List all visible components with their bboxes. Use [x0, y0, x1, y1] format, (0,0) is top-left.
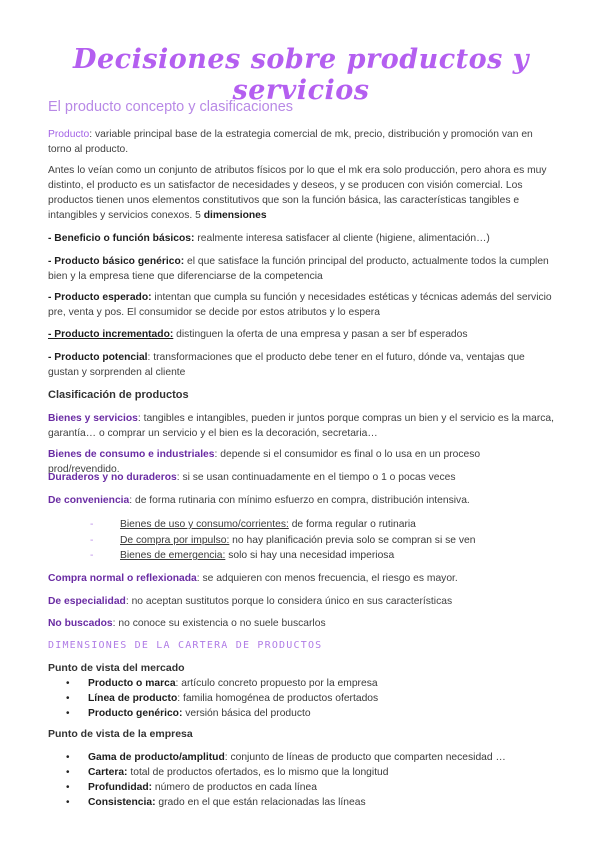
dimension-basico [48, 254, 554, 284]
clasif-term: De conveniencia [48, 495, 130, 506]
dimension-text: intentan que cumpla su función y necesidades estéticas y técnicas además del servicio pre, venta y pos. El consumidor se decide por estos atributos y lo espera [48, 292, 552, 318]
bullet-marker: • [66, 708, 70, 719]
clasif-term: Duraderos y no duraderos [48, 472, 177, 483]
list-item [66, 691, 552, 706]
list-item [66, 676, 552, 691]
clasif-bienes-servicios [48, 411, 554, 441]
clasificacion-heading: Clasificación de productos [48, 389, 189, 401]
dash-marker: - [90, 519, 94, 530]
bullet-marker: • [66, 678, 70, 689]
clasif-text: : no conoce su existencia o no suele buscarlos [112, 618, 326, 629]
dash-marker: - [90, 534, 94, 546]
conveniencia-sublist [90, 517, 550, 564]
dimension-beneficio [48, 231, 554, 246]
list-item [90, 517, 550, 533]
item-term: Profundidad: [88, 782, 153, 793]
page-title: Decisiones sobre productos y servicios [73, 44, 529, 106]
dimension-esperado [48, 290, 554, 320]
clasif-term: Bienes de consumo e industriales [48, 449, 215, 460]
clasif-term: Bienes y servicios [48, 413, 138, 424]
bullet-marker: • [66, 693, 70, 704]
dimension-term: - Producto incrementado: [48, 329, 174, 340]
term-dimensiones: dimensiones [203, 210, 267, 221]
item-term: Cartera: [88, 767, 128, 778]
list-item [66, 780, 552, 795]
clasif-text: : de forma rutinaria con mínimo esfuerzo en compra, distribución intensiva. [129, 495, 470, 506]
dimension-term: - Beneficio o función básicos: [48, 233, 195, 244]
sub-text: de forma regular o rutinaria [288, 519, 416, 530]
list-item [66, 795, 552, 810]
empresa-heading: Punto de vista de la empresa [48, 728, 193, 740]
dimension-potencial [48, 350, 554, 380]
list-item [66, 750, 552, 765]
bullet-marker: • [66, 752, 70, 763]
item-text: versión básica del producto [182, 708, 311, 719]
dimension-text: : transformaciones que el producto debe tener en el futuro, dónde va, ventajas que gustan y sorprenden al cliente [48, 352, 525, 378]
item-text: : artículo concreto propuesto por la empresa [175, 678, 378, 689]
item-text: : conjunto de líneas de producto que comparten necesidad … [224, 752, 506, 763]
bullet-marker: • [66, 782, 70, 793]
mercado-list [66, 676, 552, 721]
section-subtitle: El producto concepto y clasificaciones [48, 99, 294, 115]
term-producto: Producto [48, 129, 90, 140]
item-text: : familia homogénea de productos ofertados [177, 693, 379, 704]
item-term: Gama de producto/amplitud [88, 752, 225, 763]
dimension-term: - Producto potencial [48, 352, 148, 363]
paragraph-antes [48, 163, 554, 223]
clasif-text: : se adquieren con menos frecuencia, el riesgo es mayor. [196, 573, 458, 584]
clasif-term: Compra normal o reflexionada [48, 573, 197, 584]
item-text: grado en el que están relacionadas las líneas [155, 797, 366, 808]
clasif-compra-normal [48, 571, 554, 586]
paragraph-text: : variable principal base de la estrategia comercial de mk, precio, distribución y promoción van en torno al producto. [48, 129, 533, 155]
item-term: Producto o marca [88, 678, 176, 689]
clasif-duraderos [48, 470, 554, 485]
paragraph-producto [48, 127, 554, 157]
clasif-term: No buscados [48, 618, 113, 629]
dimension-text: realmente interesa satisfacer al cliente (higiene, alimentación…) [194, 233, 490, 244]
cartera-heading: DIMENSIONES DE LA CARTERA DE PRODUCTOS [48, 640, 323, 651]
item-term: Consistencia: [88, 797, 156, 808]
item-text: número de productos en cada línea [152, 782, 317, 793]
clasif-text: : tangibles e intangibles, pueden ir juntos porque compras un bien y el servicio es la marca, garantía… o comprar un servicio y el bien es la decoración, secretaria… [48, 413, 554, 439]
item-term: Línea de producto [88, 693, 178, 704]
list-item [66, 706, 552, 721]
dimension-text: el que satisface la función principal del producto, actualmente todos la cumplen bien y la empresa tiene que diferenciarse de la competencia [48, 256, 549, 282]
clasif-text: : no aceptan sustitutos porque lo considera único en sus características [125, 596, 453, 607]
paragraph-text: Antes lo veían como un conjunto de atributos físicos por lo que el mk era solo producción, pero ahora es muy distinto, el producto es un satisfactor de necesidades y deseos, y se producen con visión comercial. Los productos tienen unos elementos constitutivos que son la función básica, las características tangibles e intangibles y servicios conexos. 5 [48, 165, 547, 221]
mercado-heading: Punto de vista del mercado [48, 662, 185, 674]
clasif-especialidad [48, 594, 554, 609]
clasif-text: : si se usan continuadamente en el tiempo o 1 o pocas veces [176, 472, 456, 483]
list-item [66, 765, 552, 780]
clasif-text: : depende si el consumidor es final o lo usa en un proceso prod/revendido. [48, 449, 481, 475]
empresa-list [66, 750, 552, 810]
sub-text: solo si hay una necesidad imperiosa [225, 550, 395, 561]
sub-text: no hay planificación previa solo se compran si se ven [229, 534, 476, 546]
clasif-term: De especialidad [48, 596, 126, 607]
dimension-term: - Producto básico genérico: [48, 256, 185, 267]
dimension-incrementado [48, 327, 554, 342]
sub-term: Bienes de emergencia: [120, 550, 226, 561]
bullet-marker: • [66, 767, 70, 778]
item-term: Producto genérico: [88, 708, 183, 719]
item-text: total de productos ofertados, es lo mismo que la longitud [127, 767, 389, 778]
sub-term: De compra por impulso: [120, 534, 230, 546]
dimension-term: - Producto esperado: [48, 292, 152, 303]
dash-marker: - [90, 550, 94, 561]
list-item [90, 548, 550, 564]
clasif-no-buscados [48, 616, 554, 631]
sub-term: Bienes de uso y consumo/corrientes: [120, 519, 289, 530]
bullet-marker: • [66, 797, 70, 808]
clasif-conveniencia [48, 493, 554, 508]
dimension-text: distinguen la oferta de una empresa y pasan a ser bf esperados [173, 329, 468, 340]
list-item [90, 533, 550, 549]
